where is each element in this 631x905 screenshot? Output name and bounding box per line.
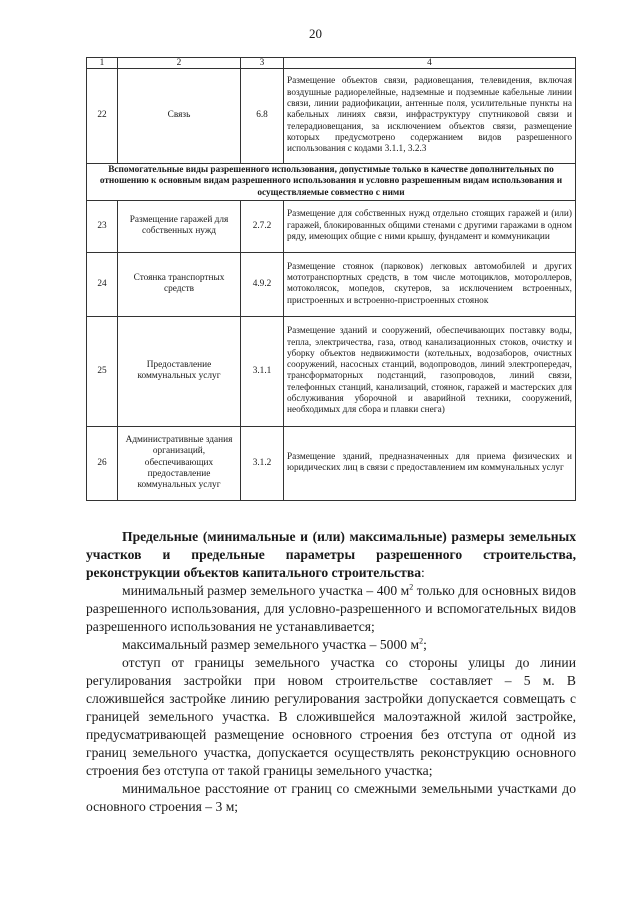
- paragraph-max-size: [86, 636, 576, 654]
- heading-colon: :: [421, 565, 425, 580]
- use-type-name: Предоставление коммунальных услуг: [118, 316, 241, 426]
- header-col-1: 1: [87, 58, 118, 69]
- max-size-text-b: ;: [423, 637, 427, 652]
- use-type-name: Административные здания организаций, обеспечивающих предоставление коммунальных услуг: [118, 426, 241, 500]
- use-type-description: Размещение объектов связи, радиовещания, телевидения, включая воздушные радиорелейные, надземные и подземные кабельные линии связи, линии радиофикации, антенные поля, усилительные пункты на кабельных линиях связи, инфраструктуру спутниковой связи и телерадиовещания, за исключением объектов связи, размещение которых предусмотрено содержанием видов разрешенного использования с кодами 3.1.1, 3.2.3: [284, 69, 576, 164]
- table-header-row: [87, 58, 576, 69]
- header-col-4: 4: [284, 58, 576, 69]
- use-type-code: 3.1.2: [241, 426, 284, 500]
- use-type-name: Размещение гаражей для собственных нужд: [118, 200, 241, 252]
- use-type-code: 3.1.1: [241, 316, 284, 426]
- section-title: Вспомогательные виды разрешенного использования, допустимые только в качестве дополнительных по отношению к основным видам разрешенного использования и условно разрешенным видам использования и осуществляемые совместно с ними: [87, 164, 576, 201]
- table-row: [87, 316, 576, 426]
- use-type-description: Размещение стоянок (парковок) легковых автомобилей и других мототранспортных средств, в том числе мотоциклов, мотороллеров, мотоколясок, мопедов, скутеров, за исключением встроенных, пристроенных и встроенно-пристроенных стоянок: [284, 252, 576, 316]
- header-col-3: 3: [241, 58, 284, 69]
- table-row: [87, 426, 576, 500]
- section-row: [87, 164, 576, 201]
- row-number: 22: [87, 69, 118, 164]
- min-size-text-a: минимальный размер земельного участка – 400 м: [122, 583, 410, 598]
- row-number: 23: [87, 200, 118, 252]
- use-type-code: 2.7.2: [241, 200, 284, 252]
- min-size-sup: 2: [409, 582, 414, 592]
- land-use-table: [86, 57, 576, 501]
- header-col-2: 2: [118, 58, 241, 69]
- paragraph-setback: отступ от границы земельного участка со стороны улицы до линии регулирования застройки при новом строительстве составляет – 5 м. В сложившейся застройке линию регулирования застройки допускается совмещать с границей земельного участка. В сложившейся малоэтажной жилой застройке, предусматривающей размещение основного строения без отступа от одной из границ земельного участка, допускается осуществлять реконструкцию основного строения без отступа от такой границы земельного участка;: [86, 655, 576, 778]
- row-number: 25: [87, 316, 118, 426]
- heading-text: Предельные (минимальные и (или) максимальные) размеры земельных участков и предельные параметры разрешенного строительства, реконструкции объектов капитального строительства: [86, 529, 576, 580]
- use-type-name: Стоянка транспортных средств: [118, 252, 241, 316]
- row-number: 24: [87, 252, 118, 316]
- paragraph-min-size: [86, 582, 576, 636]
- max-size-sup: 2: [419, 636, 424, 646]
- body-text: [86, 528, 576, 816]
- use-type-description: Размещение зданий и сооружений, обеспечивающих поставку воды, тепла, электричества, газа, отвод канализационных стоков, очистку и уборку объектов недвижимости (котельных, водозаборов, очистных сооружений, насосных станций, водопроводов, линий электропередач, трансформаторных подстанций, газопроводов, линий связи, телефонных станций, канализаций, стоянок, гаражей и мастерских для обслуживания уборочной и аварийной техники, сооружений, необходимых для сбора и плавки снега): [284, 316, 576, 426]
- use-type-name: Связь: [118, 69, 241, 164]
- min-size-text-b: только для основных видов разрешенного использования, для условно-разрешенного и вспомогательных видов разрешенного использования не устанавливается;: [86, 583, 577, 634]
- table-row: [87, 69, 576, 164]
- use-type-code: 4.9.2: [241, 252, 284, 316]
- use-type-description: Размещение зданий, предназначенных для приема физических и юридических лиц в связи с предоставлением им коммунальных услуг: [284, 426, 576, 500]
- use-type-code: 6.8: [241, 69, 284, 164]
- section-heading: [86, 528, 576, 582]
- paragraph-min-distance: минимальное расстояние от границ со смежными земельными участками до основного строения – 3 м;: [86, 781, 576, 814]
- use-type-description: Размещение для собственных нужд отдельно стоящих гаражей и (или) гаражей, блокированных общими стенами с другими гаражами в одном ряду, имеющих общие с ними крышу, фундамент и коммуникации: [284, 200, 576, 252]
- max-size-text-a: максимальный размер земельного участка – 5000 м: [122, 637, 420, 652]
- table-row: [87, 200, 576, 252]
- page-number: 20: [309, 26, 322, 41]
- row-number: 26: [87, 426, 118, 500]
- table-row: [87, 252, 576, 316]
